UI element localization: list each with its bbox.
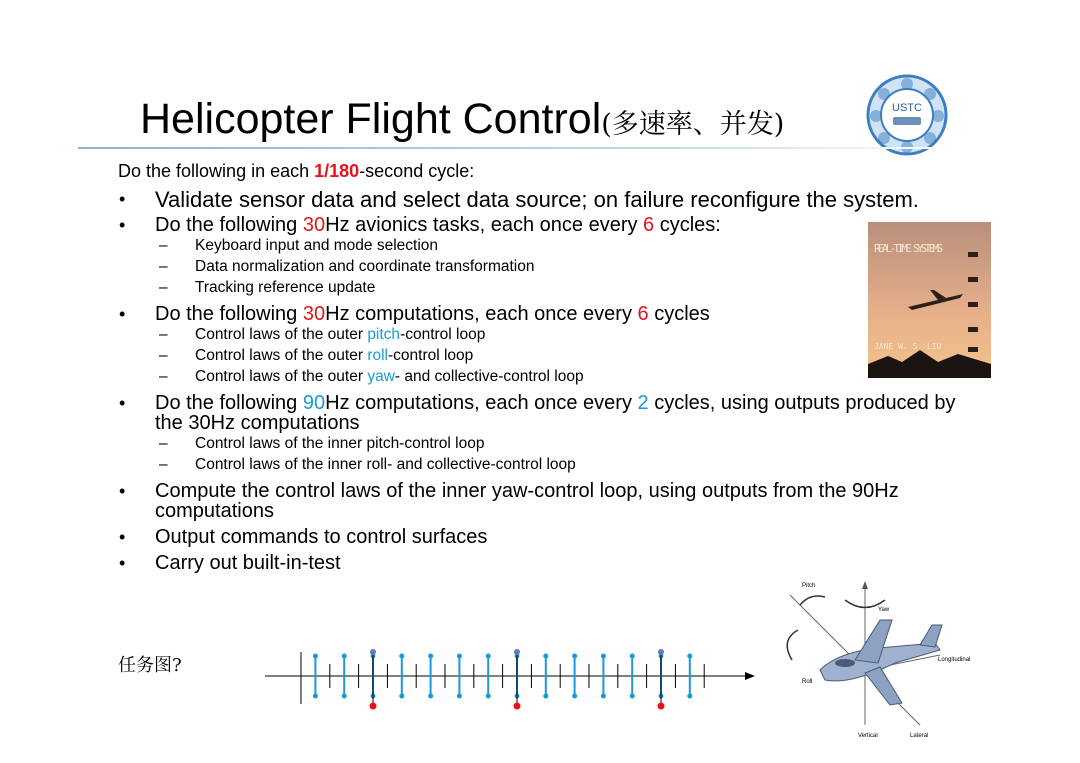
cycle-count: 6 <box>643 214 655 236</box>
blue-marker-dot <box>687 654 692 659</box>
bullet-text: Hz avionics tasks, each once every <box>325 214 644 236</box>
blue-marker-dot <box>601 654 606 659</box>
red-marker-dot <box>658 703 665 710</box>
sub-text: Control laws of the outer <box>195 368 368 385</box>
intro-text-end: -second cycle: <box>359 161 475 181</box>
bullet-30hz-computations <box>118 304 958 324</box>
sub-item: – Data normalization and coordinate transformation <box>118 256 958 277</box>
bullet-text: Hz computations, each once every <box>325 303 638 325</box>
cycle-count: 2 <box>637 392 649 414</box>
book-cover-image <box>868 222 991 378</box>
blue-marker-dot <box>313 654 318 659</box>
red-marker-dot <box>514 703 521 710</box>
blue-marker-dot <box>428 694 433 699</box>
bullet-avionics <box>118 215 958 235</box>
blue-marker-dot <box>457 694 462 699</box>
axis-word: yaw <box>367 368 395 385</box>
blue-marker-dot <box>572 654 577 659</box>
bullet-text: Hz computations, each once every <box>325 392 638 414</box>
red-marker-dot <box>370 703 377 710</box>
slide-body <box>118 155 958 573</box>
ustc-logo-icon <box>866 74 948 156</box>
logo-text: USTC <box>892 102 922 114</box>
cycle-count: 6 <box>637 303 649 325</box>
title-main: Helicopter Flight Control <box>140 95 602 143</box>
blue-marker-dot <box>687 694 692 699</box>
bullet-text: Do the following <box>155 392 303 414</box>
label-vertical: Vertical <box>858 733 878 739</box>
arrow-head-icon <box>745 672 755 680</box>
sub-item: – Keyboard input and mode selection <box>118 235 958 256</box>
marker-top-dot <box>658 649 664 655</box>
rate-value: 30 <box>302 303 326 325</box>
blue-marker-dot <box>572 694 577 699</box>
blue-marker-dot <box>342 654 347 659</box>
aircraft-axes-diagram <box>770 575 970 745</box>
bullet-built-in-test <box>118 553 958 573</box>
bullet-text: Do the following <box>155 303 303 325</box>
sub-item: – Tracking reference update <box>118 277 958 298</box>
bullet-text: Compute the control laws of the inner yaw-control loop, using outputs from the 90Hz computations <box>155 480 899 522</box>
label-roll: Roll <box>802 679 813 685</box>
blue-marker-dot <box>457 654 462 659</box>
cycle-timeline <box>265 642 755 712</box>
axis-word: pitch <box>367 326 401 343</box>
book-title: REAL-TIME SYSTEMS <box>874 242 944 255</box>
blue-marker-dot <box>342 694 347 699</box>
sub-item <box>118 366 958 387</box>
bullet-output-commands <box>118 527 958 547</box>
blue-marker-dot <box>486 694 491 699</box>
bullet-text: Do the following <box>155 214 303 236</box>
label-longitudinal: Longitudinal <box>938 657 970 663</box>
bullet-text: Carry out built-in-test <box>155 552 341 574</box>
cycle-fraction: 1/180 <box>314 161 360 181</box>
title-divider <box>78 147 948 149</box>
task-graph-question: 任务图? <box>118 655 182 676</box>
blue-marker-dot <box>399 694 404 699</box>
bullet-text: cycles, using outputs produced by the 30Hz computations <box>155 392 956 434</box>
title-sub: (多速率、并发) <box>601 109 785 140</box>
marker-top-dot <box>514 649 520 655</box>
bullet-text: Validate sensor data and select data source; on failure reconfigure the system. <box>155 187 919 212</box>
sub-text: -control loop <box>400 326 486 343</box>
axis-word: roll <box>367 347 388 364</box>
blue-marker-dot <box>313 694 318 699</box>
label-lateral: Lateral <box>910 733 929 739</box>
sub-item <box>118 345 958 366</box>
label-pitch: Pitch <box>802 583 816 589</box>
bullet-inner-yaw <box>118 481 958 521</box>
sub-text: -control loop <box>387 347 474 364</box>
sub-item: – Control laws of the inner roll- and collective-control loop <box>118 454 958 475</box>
bullet-text: Output commands to control surfaces <box>155 526 488 548</box>
bullet-90hz-computations <box>118 393 958 433</box>
sub-text: Control laws of the outer <box>195 326 368 343</box>
blue-marker-dot <box>486 654 491 659</box>
label-yaw: Yaw <box>878 607 890 613</box>
rate-value: 90 <box>302 392 326 414</box>
blue-marker-dot <box>399 654 404 659</box>
book-author: JANE W. S. LIU <box>874 342 942 351</box>
sub-text: - and collective-control loop <box>394 368 584 385</box>
blue-marker-dot <box>601 694 606 699</box>
bullet-validate <box>118 187 958 212</box>
blue-marker-dot <box>543 694 548 699</box>
intro-text: Do the following in each <box>118 161 315 181</box>
rate-value: 30 <box>302 214 326 236</box>
intro-line <box>118 158 958 184</box>
blue-marker-dot <box>630 654 635 659</box>
sub-text: Control laws of the outer <box>195 347 368 364</box>
blue-marker-dot <box>543 654 548 659</box>
blue-marker-dot <box>630 694 635 699</box>
blue-marker-dot <box>428 654 433 659</box>
sub-item <box>118 324 958 345</box>
bullet-text: cycles: <box>654 214 721 236</box>
bullet-text: cycles <box>648 303 710 325</box>
marker-top-dot <box>370 649 376 655</box>
sub-item: – Control laws of the inner pitch-control loop <box>118 433 958 454</box>
slide-title <box>140 93 784 151</box>
